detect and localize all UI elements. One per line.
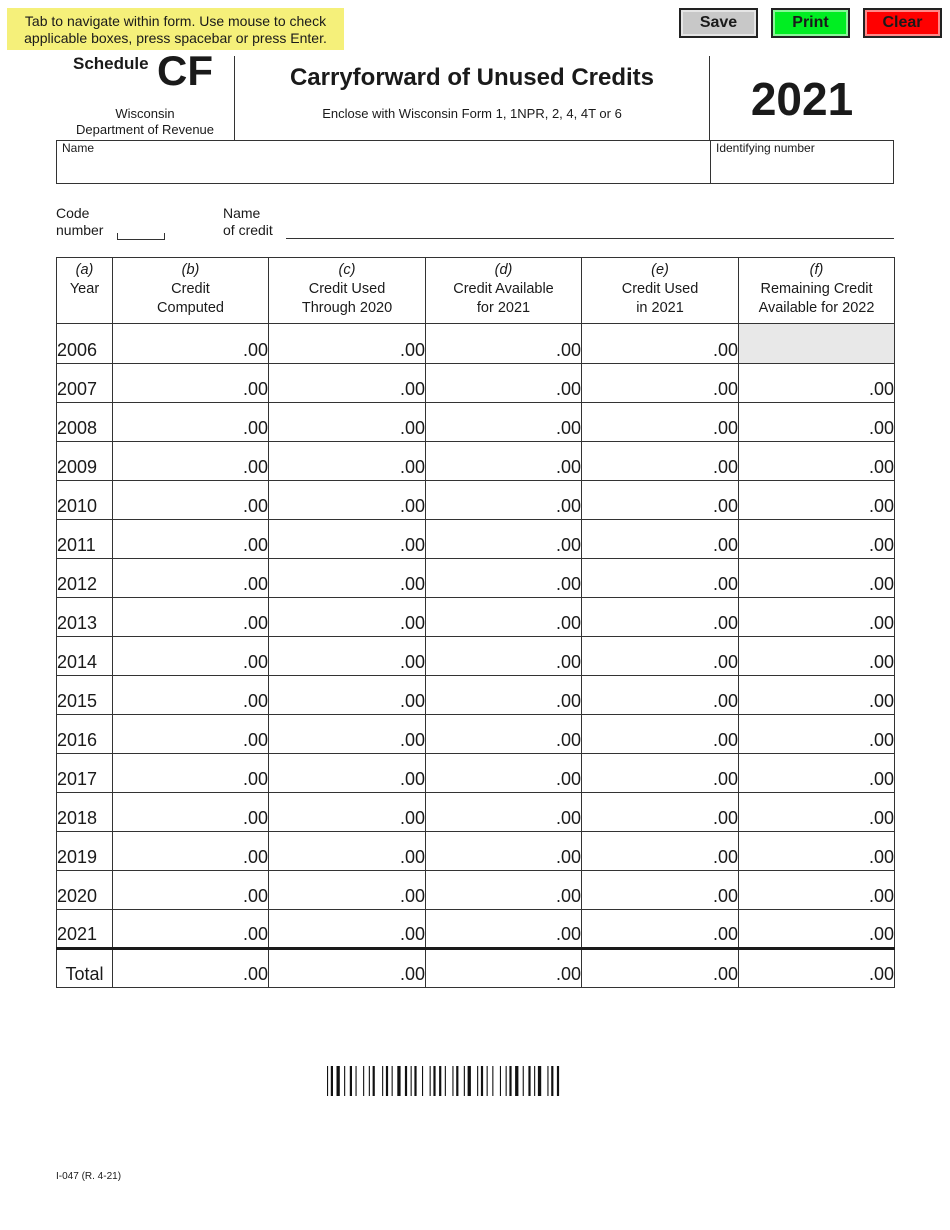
code-number-label xyxy=(56,205,103,239)
amount-input-d[interactable]: .00 xyxy=(426,832,582,871)
total-amount-d: .00 xyxy=(426,949,582,988)
amount-input-f[interactable]: .00 xyxy=(739,403,895,442)
amount-input-e[interactable]: .00 xyxy=(582,754,739,793)
amount-input-d[interactable]: .00 xyxy=(426,598,582,637)
column-letter: (e) xyxy=(651,262,669,278)
column-header xyxy=(57,258,113,324)
amount-input-f[interactable]: .00 xyxy=(739,910,895,949)
amount-input-f[interactable]: .00 xyxy=(739,598,895,637)
amount-input-f[interactable]: .00 xyxy=(739,793,895,832)
print-button[interactable]: Print xyxy=(771,8,850,38)
credit-label-line-2: of credit xyxy=(223,222,273,238)
amount-input-e[interactable]: .00 xyxy=(582,520,739,559)
column-letter: (b) xyxy=(181,262,200,278)
column-letter: (c) xyxy=(338,262,356,278)
amount-input-c[interactable]: .00 xyxy=(269,520,426,559)
year-cell: 2012 xyxy=(57,559,113,598)
amount-input-d[interactable]: .00 xyxy=(426,364,582,403)
amount-input-e[interactable]: .00 xyxy=(582,442,739,481)
amount-input-c[interactable]: .00 xyxy=(269,715,426,754)
column-title-line2: for 2021 xyxy=(476,300,531,316)
year-cell: 2011 xyxy=(57,520,113,559)
column-title-line1: Credit Used xyxy=(308,281,386,297)
amount-input-d[interactable]: .00 xyxy=(426,637,582,676)
amount-input-e[interactable]: .00 xyxy=(582,403,739,442)
amount-input-b[interactable]: .00 xyxy=(113,520,269,559)
year-cell: 2010 xyxy=(57,481,113,520)
barcode xyxy=(327,1066,623,1096)
column-letter: (f) xyxy=(809,262,824,278)
table-row xyxy=(57,871,895,910)
amount-input-e[interactable]: .00 xyxy=(582,637,739,676)
year-cell: 2016 xyxy=(57,715,113,754)
table-row xyxy=(57,324,895,364)
table-row xyxy=(57,793,895,832)
column-header xyxy=(113,258,269,324)
amount-input-e[interactable]: .00 xyxy=(582,364,739,403)
amount-input-d[interactable]: .00 xyxy=(426,676,582,715)
navigation-help-note: Tab to navigate within form. Use mouse to check applicable boxes, press spacebar or press Enter. xyxy=(7,8,344,50)
amount-input-d[interactable]: .00 xyxy=(426,403,582,442)
amount-input-f[interactable]: .00 xyxy=(739,832,895,871)
column-header xyxy=(426,258,582,324)
amount-input-d[interactable]: .00 xyxy=(426,520,582,559)
amount-input-c[interactable]: .00 xyxy=(269,871,426,910)
form-title: Carryforward of Unused Credits xyxy=(289,64,655,91)
year-cell: 2021 xyxy=(57,910,113,949)
amount-input-c[interactable]: .00 xyxy=(269,403,426,442)
amount-input-f[interactable]: .00 xyxy=(739,559,895,598)
schedule-code: CF xyxy=(157,47,213,94)
amount-input-f[interactable]: .00 xyxy=(739,754,895,793)
amount-input-e[interactable]: .00 xyxy=(582,559,739,598)
amount-input-d[interactable]: .00 xyxy=(426,754,582,793)
agency-name xyxy=(56,106,234,138)
amount-input-d[interactable]: .00 xyxy=(426,715,582,754)
amount-input-d[interactable]: .00 xyxy=(426,910,582,949)
amount-input-f[interactable]: .00 xyxy=(739,871,895,910)
amount-input-c[interactable]: .00 xyxy=(269,364,426,403)
amount-input-f[interactable]: .00 xyxy=(739,364,895,403)
year-cell: 2015 xyxy=(57,676,113,715)
amount-input-b[interactable]: .00 xyxy=(113,910,269,949)
total-amount-c: .00 xyxy=(269,949,426,988)
amount-input-b[interactable]: .00 xyxy=(113,754,269,793)
table-row xyxy=(57,715,895,754)
amount-input-e[interactable]: .00 xyxy=(582,715,739,754)
amount-input-c[interactable]: .00 xyxy=(269,676,426,715)
amount-input-f[interactable]: .00 xyxy=(739,481,895,520)
amount-input-d[interactable]: .00 xyxy=(426,442,582,481)
tax-year: 2021 xyxy=(750,73,854,125)
amount-input-f[interactable]: .00 xyxy=(739,442,895,481)
year-cell: 2020 xyxy=(57,871,113,910)
table-row xyxy=(57,403,895,442)
table-header-row xyxy=(57,258,895,324)
amount-input-e[interactable]: .00 xyxy=(582,324,739,364)
amount-input-f[interactable]: .00 xyxy=(739,676,895,715)
year-cell: 2009 xyxy=(57,442,113,481)
column-title-line2: Available for 2022 xyxy=(758,300,875,316)
year-cell: 2013 xyxy=(57,598,113,637)
amount-input-e[interactable]: .00 xyxy=(582,481,739,520)
table-row xyxy=(57,364,895,403)
amount-input-b[interactable]: .00 xyxy=(113,403,269,442)
amount-input-d[interactable]: .00 xyxy=(426,793,582,832)
amount-input-c[interactable]: .00 xyxy=(269,324,426,364)
code-label-line-2: number xyxy=(56,222,104,238)
total-label: Total xyxy=(57,949,113,988)
form-id: I-047 (R. 4-21) xyxy=(56,1171,122,1182)
amount-input-c[interactable]: .00 xyxy=(269,559,426,598)
shaded-cell xyxy=(739,324,895,364)
column-letter: (a) xyxy=(75,262,94,278)
amount-input-b[interactable]: .00 xyxy=(113,442,269,481)
year-cell: 2017 xyxy=(57,754,113,793)
column-header xyxy=(739,258,895,324)
column-title-line1: Year xyxy=(69,281,100,297)
amount-input-b[interactable]: .00 xyxy=(113,715,269,754)
identifying-number-label: Identifying number xyxy=(716,141,815,155)
total-amount-f: .00 xyxy=(739,949,895,988)
amount-input-f[interactable]: .00 xyxy=(739,637,895,676)
table-row xyxy=(57,637,895,676)
total-row xyxy=(57,949,895,988)
clear-button[interactable]: Clear xyxy=(863,8,942,38)
amount-input-d[interactable]: .00 xyxy=(426,324,582,364)
total-amount-b: .00 xyxy=(113,949,269,988)
column-title-line1: Credit xyxy=(171,281,210,297)
amount-input-e[interactable]: .00 xyxy=(582,871,739,910)
schedule-label: Schedule xyxy=(73,54,149,73)
table-row xyxy=(57,598,895,637)
amount-input-e[interactable]: .00 xyxy=(582,793,739,832)
amount-input-d[interactable]: .00 xyxy=(426,871,582,910)
identifying-number-field[interactable] xyxy=(710,141,894,183)
table-row xyxy=(57,559,895,598)
amount-input-c[interactable]: .00 xyxy=(269,793,426,832)
credit-name-input[interactable] xyxy=(286,238,894,239)
column-header xyxy=(269,258,426,324)
column-title-line2: in 2021 xyxy=(636,300,684,316)
column-letter: (d) xyxy=(494,262,513,278)
amount-input-f[interactable]: .00 xyxy=(739,715,895,754)
amount-input-d[interactable]: .00 xyxy=(426,559,582,598)
year-cell: 2018 xyxy=(57,793,113,832)
amount-input-c[interactable]: .00 xyxy=(269,481,426,520)
table-row xyxy=(57,910,895,949)
amount-input-c[interactable]: .00 xyxy=(269,754,426,793)
credit-label-line-1: Name xyxy=(223,205,261,221)
amount-input-b[interactable]: .00 xyxy=(113,481,269,520)
total-amount-e: .00 xyxy=(582,949,739,988)
amount-input-e[interactable]: .00 xyxy=(582,598,739,637)
amount-input-b[interactable]: .00 xyxy=(113,637,269,676)
column-title-line1: Credit Used xyxy=(621,281,699,297)
column-title-line2: Through 2020 xyxy=(301,300,393,316)
form-subtitle: Enclose with Wisconsin Form 1, 1NPR, 2, 4, 4T or 6 xyxy=(322,106,622,121)
amount-input-b[interactable]: .00 xyxy=(113,832,269,871)
amount-input-c[interactable]: .00 xyxy=(269,442,426,481)
year-cell: 2014 xyxy=(57,637,113,676)
column-title-line2: Computed xyxy=(157,300,224,316)
agency-line-1: Wisconsin xyxy=(115,106,175,121)
code-number-input[interactable] xyxy=(117,233,165,240)
table-row xyxy=(57,520,895,559)
column-header xyxy=(582,258,739,324)
year-cell: 2019 xyxy=(57,832,113,871)
name-label: Name xyxy=(62,141,95,155)
credit-table xyxy=(56,257,895,988)
amount-input-e[interactable]: .00 xyxy=(582,676,739,715)
amount-input-b[interactable]: .00 xyxy=(113,871,269,910)
amount-input-b[interactable]: .00 xyxy=(113,559,269,598)
year-cell: 2008 xyxy=(57,403,113,442)
amount-input-b[interactable]: .00 xyxy=(113,324,269,364)
amount-input-c[interactable]: .00 xyxy=(269,910,426,949)
amount-input-b[interactable]: .00 xyxy=(113,598,269,637)
amount-input-c[interactable]: .00 xyxy=(269,832,426,871)
credit-name-label xyxy=(223,205,273,239)
agency-line-2: Department of Revenue xyxy=(75,122,215,137)
amount-input-b[interactable]: .00 xyxy=(113,364,269,403)
table-row xyxy=(57,442,895,481)
amount-input-c[interactable]: .00 xyxy=(269,598,426,637)
column-title-line1: Remaining Credit xyxy=(760,281,873,297)
amount-input-b[interactable]: .00 xyxy=(113,793,269,832)
year-cell: 2007 xyxy=(57,364,113,403)
amount-input-b[interactable]: .00 xyxy=(113,676,269,715)
amount-input-f[interactable]: .00 xyxy=(739,520,895,559)
year-cell: 2006 xyxy=(57,324,113,364)
name-id-row xyxy=(56,140,894,184)
amount-input-d[interactable]: .00 xyxy=(426,481,582,520)
save-button[interactable]: Save xyxy=(679,8,758,38)
code-label-line-1: Code xyxy=(56,205,90,221)
amount-input-c[interactable]: .00 xyxy=(269,637,426,676)
table-row xyxy=(57,676,895,715)
amount-input-e[interactable]: .00 xyxy=(582,832,739,871)
table-row xyxy=(57,754,895,793)
table-row xyxy=(57,481,895,520)
amount-input-e[interactable]: .00 xyxy=(582,910,739,949)
column-title-line1: Credit Available xyxy=(453,281,554,297)
table-row xyxy=(57,832,895,871)
